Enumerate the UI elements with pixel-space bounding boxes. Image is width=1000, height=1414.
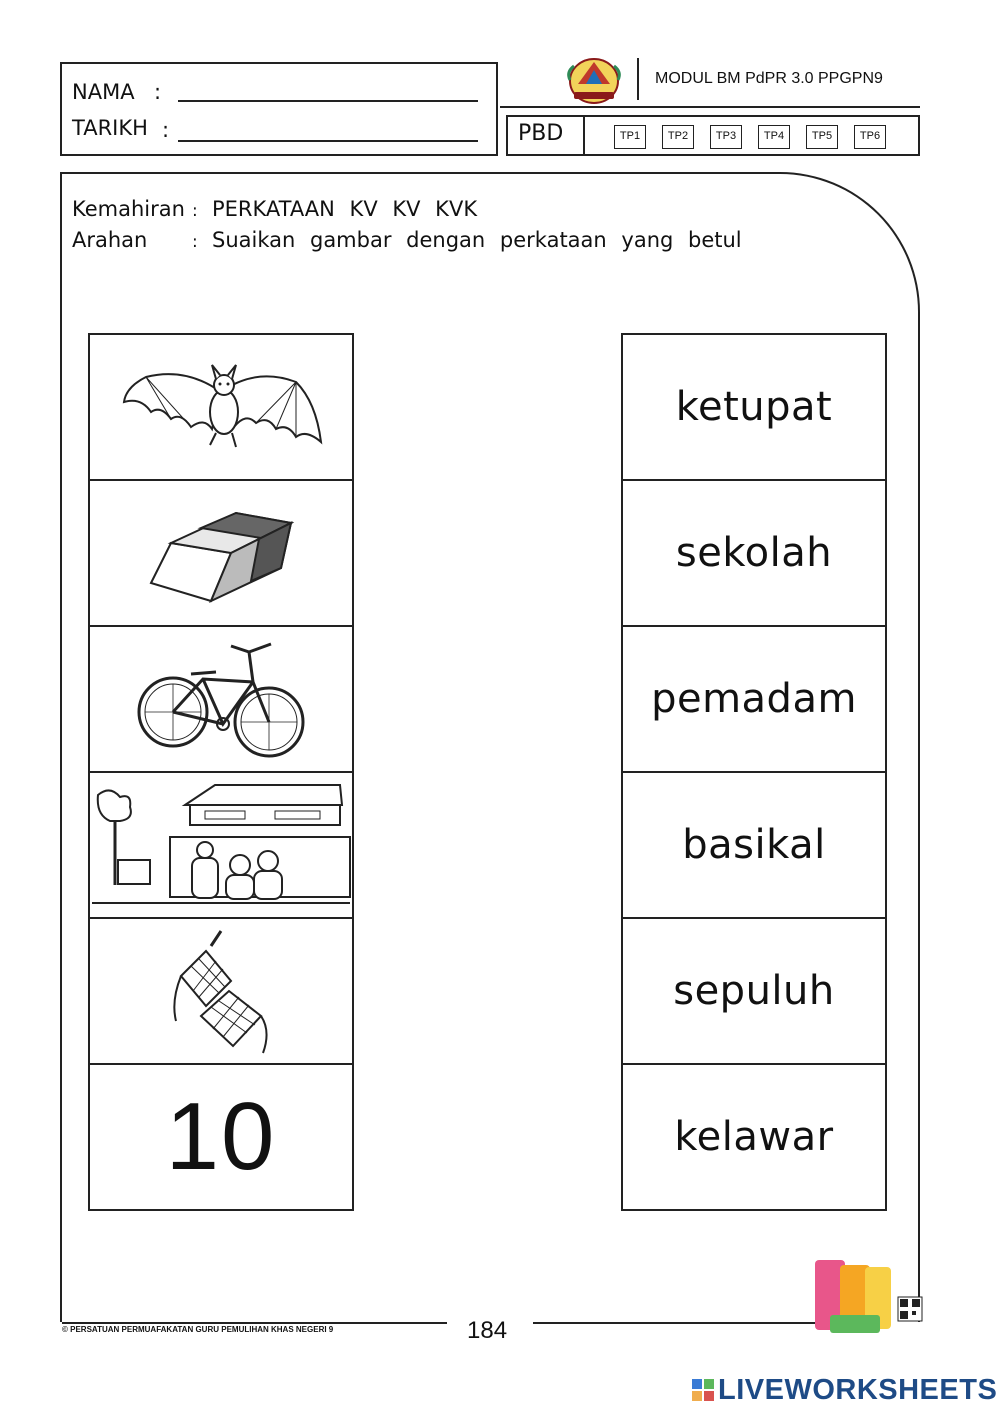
word-basikal: basikal [682,822,826,868]
header-rule [500,106,920,108]
liveworksheets-logo-icon [692,1379,714,1401]
picture-card-bicycle[interactable] [88,627,354,773]
word-pemadam: pemadam [651,676,857,722]
pbd-box [506,115,920,156]
tp5-box[interactable]: TP5 [806,125,838,149]
tp6-box[interactable]: TP6 [854,125,886,149]
footer-rule-left [62,1322,447,1324]
tp3-box[interactable]: TP3 [710,125,742,149]
school-crest-logo [564,54,624,106]
skill-label: Kemahiran [72,197,185,221]
picture-card-eraser[interactable] [88,481,354,627]
word-card-1[interactable] [621,333,887,481]
tarikh-label: TARIKH [72,116,148,140]
word-card-3[interactable] [621,627,887,773]
picture-card-ten[interactable] [88,1065,354,1211]
tp2-box[interactable]: TP2 [662,125,694,149]
picture-column [88,333,354,1211]
directive-colon: : [192,232,198,252]
tarikh-field[interactable] [178,140,478,142]
word-sekolah: sekolah [675,530,833,576]
picture-card-school[interactable] [88,773,354,919]
module-title: MODUL BM PdPR 3.0 PPGPN9 [655,70,883,87]
header-divider [637,58,639,100]
bicycle-picture [131,634,311,764]
word-column [621,333,887,1211]
copyright-text: © PERSATUAN PERMUAFAKATAN GURU PEMULIHAN KHAS NEGERI 9 [62,1325,334,1334]
skill-value: PERKATAAN KV KV KVK [212,197,478,221]
word-card-6[interactable] [621,1065,887,1211]
directive-value: Suaikan gambar dengan perkataan yang betul [212,228,742,252]
directive-line [72,228,742,252]
word-card-5[interactable] [621,919,887,1065]
word-sepuluh: sepuluh [673,968,835,1014]
word-card-4[interactable] [621,773,887,919]
ketupat-picture [161,921,281,1061]
word-card-2[interactable] [621,481,887,627]
number-ten-text: 10 [165,1083,277,1190]
picture-card-ketupat[interactable] [88,919,354,1065]
bat-picture [116,357,326,457]
liveworksheets-brand[interactable] [692,1374,997,1407]
school-picture [90,775,352,915]
pbd-label: PBD [518,121,564,146]
pbd-divider [583,117,585,154]
footer-rule-right [533,1322,833,1324]
skill-colon: : [192,201,198,221]
tarikh-colon: : [162,118,170,142]
nama-field[interactable] [178,100,478,102]
eraser-picture [141,493,301,613]
nama-label: NAMA [72,80,135,104]
skill-line [72,197,477,221]
name-date-box [60,62,498,156]
page-number: 184 [467,1317,508,1344]
product-advert-image [810,1255,925,1340]
liveworksheets-text: LIVEWORKSHEETS [718,1374,998,1406]
tp1-box[interactable]: TP1 [614,125,646,149]
picture-card-bat[interactable] [88,333,354,481]
tp4-box[interactable]: TP4 [758,125,790,149]
word-ketupat: ketupat [675,384,833,430]
directive-label: Arahan [72,228,148,252]
nama-colon: : [154,80,162,104]
word-kelawar: kelawar [674,1114,834,1160]
